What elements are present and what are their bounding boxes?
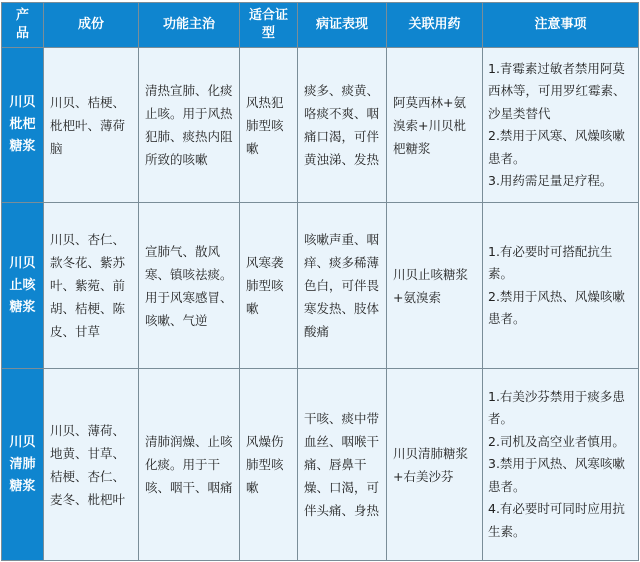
functions-cell: 清肺润燥、止咳化痰。用于干咳、咽干、咽痛 xyxy=(139,369,240,561)
product-name: 川贝清肺糖浆 xyxy=(2,369,44,561)
functions-cell: 清热宣肺、化痰止咳。用于风热犯肺、痰热内阻所致的咳嗽 xyxy=(139,48,240,203)
symptoms-cell: 痰多、痰黄、咯痰不爽、咽痛口渴，可伴黄浊涕、发热 xyxy=(298,48,387,203)
header-syndrome: 适合证型 xyxy=(240,3,298,48)
ingredients-cell: 川贝、薄荷、地黄、甘草、桔梗、杏仁、麦冬、枇杷叶 xyxy=(44,369,139,561)
related-drugs-cell: 川贝止咳糖浆+氨溴索 xyxy=(387,203,483,369)
symptoms-cell: 干咳、痰中带血丝、咽喉干痛、唇鼻干燥、口渴，可伴头痛、身热 xyxy=(298,369,387,561)
product-name: 川贝止咳糖浆 xyxy=(2,203,44,369)
notes-cell xyxy=(483,369,639,561)
note-line: 2.禁用于风寒、风燥咳嗽患者。 xyxy=(488,128,625,166)
header-notes: 注意事项 xyxy=(483,3,639,48)
note-line: 3.用药需足量足疗程。 xyxy=(488,173,613,188)
table-row xyxy=(2,369,639,561)
functions-cell: 宣肺气、散风寒、镇咳祛痰。用于风寒感冒、咳嗽、气逆 xyxy=(139,203,240,369)
note-line: 2.禁用于风热、风燥咳嗽患者。 xyxy=(488,288,625,326)
symptoms-cell: 咳嗽声重、咽痒、痰多稀薄色白，可伴畏寒发热、肢体酸痛 xyxy=(298,203,387,369)
syndrome-cell: 风热犯肺型咳嗽 xyxy=(240,48,298,203)
table-row xyxy=(2,48,639,203)
related-drugs-cell: 阿莫西林+氨溴索+川贝枇杷糖浆 xyxy=(387,48,483,203)
note-line: 1.有必要时可搭配抗生素。 xyxy=(488,243,613,281)
note-line: 4.有必要时可同时应用抗生素。 xyxy=(488,501,625,539)
note-line: 2.司机及高空业者慎用。 xyxy=(488,433,625,449)
notes-cell xyxy=(483,48,639,203)
ingredients-cell: 川贝、杏仁、款冬花、紫苏叶、紫菀、前胡、桔梗、陈皮、甘草 xyxy=(44,203,139,369)
note-line: 1.青霉素过敏者禁用阿莫西林等，可用罗红霉素、沙星类替代 xyxy=(488,60,626,121)
drug-comparison-table xyxy=(1,2,639,561)
note-line: 3.禁用于风热、风寒咳嗽患者。 xyxy=(488,456,625,494)
notes-cell xyxy=(483,203,639,369)
note-line: 1.右美沙芬禁用于痰多患者。 xyxy=(488,388,625,427)
header-symptoms: 病证表现 xyxy=(298,3,387,48)
syndrome-cell: 风燥伤肺型咳嗽 xyxy=(240,369,298,561)
syndrome-cell: 风寒袭肺型咳嗽 xyxy=(240,203,298,369)
header-functions: 功能主治 xyxy=(139,3,240,48)
related-drugs-cell: 川贝清肺糖浆+右美沙芬 xyxy=(387,369,483,561)
product-name: 川贝枇杷糖浆 xyxy=(2,48,44,203)
header-product: 产品 xyxy=(2,3,44,48)
header-ingredients: 成份 xyxy=(44,3,139,48)
ingredients-cell: 川贝、桔梗、枇杷叶、薄荷脑 xyxy=(44,48,139,203)
table-row xyxy=(2,203,639,369)
header-related-drugs: 关联用药 xyxy=(387,3,483,48)
header-row xyxy=(2,3,639,48)
